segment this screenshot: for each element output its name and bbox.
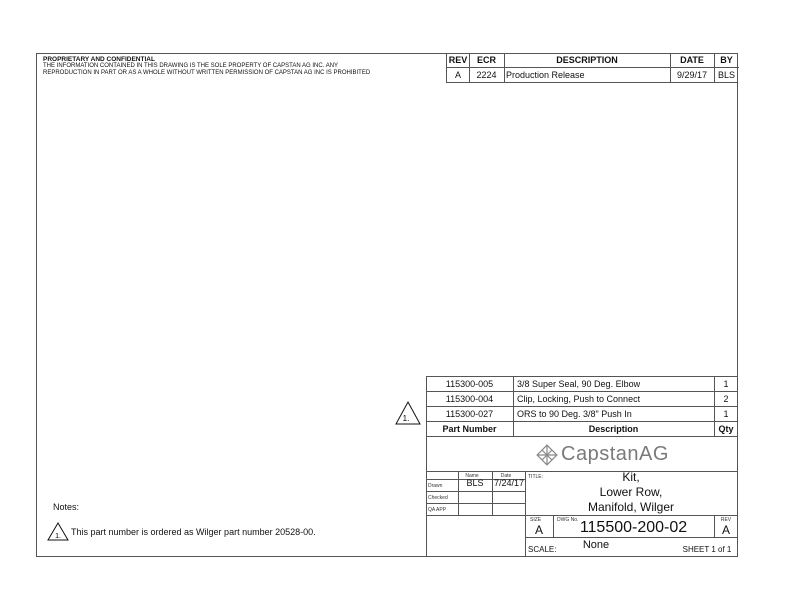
description-header: DESCRIPTION — [556, 55, 618, 65]
drawing-number: 115500-200-02 — [579, 519, 688, 536]
scale-value: None — [582, 539, 610, 551]
part-number: 115300-004 — [445, 394, 494, 404]
part-qty: 2 — [723, 394, 729, 404]
company-logo — [536, 443, 669, 466]
part-description: ORS to 90 Deg. 3/8" Push In — [517, 409, 632, 419]
part-qty: 1 — [723, 409, 729, 419]
drawn-date: 7/24/17 — [493, 478, 525, 488]
proprietary-heading: PROPRIETARY AND CONFIDENTIAL — [43, 56, 155, 63]
description-header: Description — [588, 424, 639, 434]
note-flag-icon — [47, 522, 69, 541]
revision-table — [446, 53, 738, 83]
date-label: Date — [500, 472, 512, 479]
sheet-number: SHEET 1 of 1 — [682, 544, 732, 554]
drawn-by: BLS — [466, 478, 484, 488]
rev-header: REV — [448, 55, 468, 65]
tb-divider — [426, 437, 427, 557]
tb-divider — [426, 515, 525, 516]
by-value: BLS — [717, 69, 735, 80]
title-line: Manifold, Wilger — [587, 500, 675, 514]
part-qty: 1 — [723, 379, 729, 389]
by-header: BY — [720, 55, 733, 65]
tb-divider — [525, 471, 526, 557]
sheet-size: A — [534, 523, 543, 537]
drawing-rev: A — [721, 523, 730, 537]
name-label: Name — [465, 472, 479, 479]
title-label: TITLE: — [528, 473, 544, 480]
qa-label: QA APP — [428, 506, 447, 513]
description-value: Production Release — [506, 69, 585, 80]
company-name: CapstanAG — [561, 443, 669, 465]
part-description: 3/8 Super Seal, 90 Deg. Elbow — [517, 379, 641, 389]
part-number: 115300-027 — [445, 409, 494, 419]
size-label: SIZE — [530, 516, 542, 523]
note-flag-icon — [394, 400, 422, 426]
note-flag-number: 1. — [55, 533, 61, 540]
drawing-title — [556, 470, 706, 515]
qty-header: Qty — [718, 424, 734, 434]
ecr-header: ECR — [476, 55, 496, 65]
part-number-header: Part Number — [442, 424, 497, 434]
ecr-value: 2224 — [476, 69, 497, 80]
dwg-no-label: DWG No. — [557, 516, 579, 523]
bill-of-materials — [426, 376, 738, 437]
proprietary-text: THE INFORMATION CONTAINED IN THIS DRAWING IS THE SOLE PROPERTY OF CAPSTAN AG INC. ANY REPRODUCTION IN PART OR AS A WHOLE WITHOUT WRITTEN PERMISSION OF CAPSTAN AG INC IS PROHIBITED — [43, 63, 371, 76]
notes-heading: Notes: — [53, 502, 80, 512]
date-header: DATE — [680, 55, 704, 65]
date-value: 9/29/17 — [676, 69, 708, 80]
drawn-label: Drawn — [428, 482, 443, 489]
title-line: Lower Row, — [599, 485, 663, 499]
tb-divider — [525, 537, 738, 538]
proprietary-notice — [43, 56, 373, 77]
capstan-diamond-icon — [536, 444, 558, 466]
title-line: Kit, — [622, 470, 640, 484]
checked-label: Checked — [428, 494, 448, 501]
part-number: 115300-005 — [445, 379, 494, 389]
note-item — [47, 522, 316, 541]
part-description: Clip, Locking, Push to Connect — [517, 394, 641, 404]
scale-label: SCALE: — [528, 544, 557, 554]
title-block — [426, 437, 738, 557]
note-flag-number: 1. — [402, 414, 410, 423]
rev-label: REV — [720, 516, 732, 523]
note-text: This part number is ordered as Wilger part number 20528-00. — [71, 526, 316, 537]
rev-value: A — [454, 69, 461, 80]
